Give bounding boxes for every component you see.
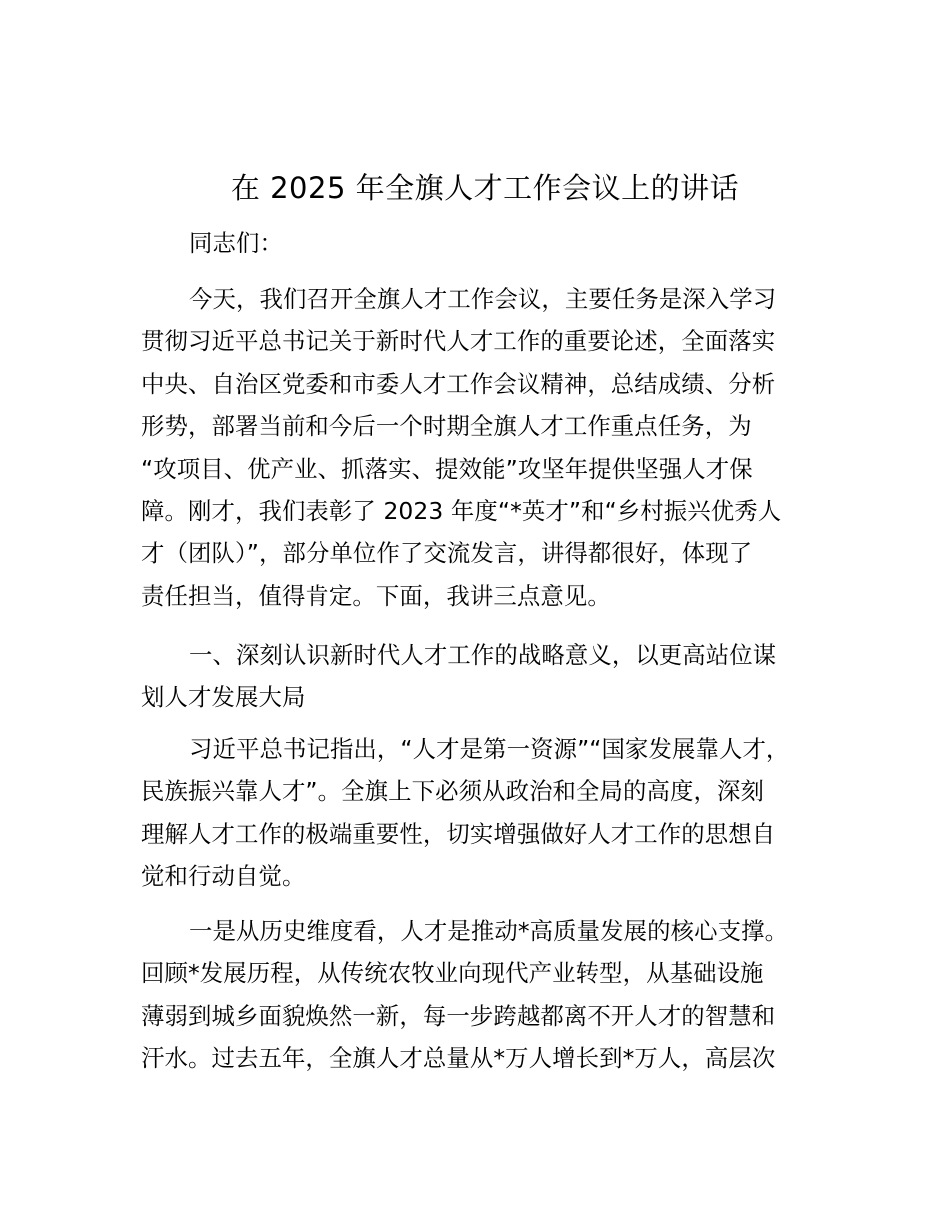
paragraph-line: 贯彻习近平总书记关于新时代人才工作的重要论述，全面落实 bbox=[141, 327, 776, 356]
paragraph-history bbox=[141, 910, 833, 1080]
paragraph-line: 汗水。过去五年，全旗人才总量从*万人增长到*万人，高层次 bbox=[141, 1044, 776, 1073]
paragraph-line: 民族振兴靠人才”。全旗上下必须从政治和全局的高度，深刻 bbox=[141, 777, 764, 806]
paragraph-line: 障。刚才，我们表彰了 2023 年度“*英才”和“乡村振兴优秀人 bbox=[141, 496, 782, 525]
paragraph-line: 薄弱到城乡面貌焕然一新，每一步跨越都离不开人才的智慧和 bbox=[141, 1001, 776, 1030]
paragraph-line: 习近平总书记指出，“人才是第一资源”“国家发展靠人才， bbox=[189, 735, 790, 763]
paragraph-line: 中央、自治区党委和市委人才工作会议精神，总结成绩、分析 bbox=[141, 369, 776, 398]
paragraph-line: 一是从历史维度看，人才是推动*高质量发展的核心支撑。 bbox=[189, 917, 789, 945]
paragraph-line: 回顾*发展历程，从传统农牧业向现代产业转型，从基础设施 bbox=[141, 959, 764, 988]
paragraph-line: 责任担当，值得肯定。下面，我讲三点意见。 bbox=[141, 581, 611, 610]
section-heading-1 bbox=[141, 634, 833, 719]
salutation bbox=[141, 222, 833, 264]
paragraph-opening bbox=[141, 278, 833, 617]
paragraph-line: 觉和行动自觉。 bbox=[141, 862, 306, 891]
paragraph-line: 理解人才工作的极端重要性，切实增强做好人才工作的思想自 bbox=[141, 819, 776, 848]
paragraph-quote bbox=[141, 728, 833, 898]
paragraph-line: “攻项目、优产业、抓落实、提效能”攻坚年提供坚强人才保 bbox=[141, 454, 753, 483]
paragraph-line: 今天，我们召开全旗人才工作会议，主要任务是深入学习 bbox=[189, 285, 777, 313]
heading-line: 一、深刻认识新时代人才工作的战略意义，以更高站位谋 bbox=[189, 641, 777, 669]
paragraph-line: 才（团队）”，部分单位作了交流发言，讲得都很好，体现了 bbox=[141, 539, 753, 568]
document-title: 在 2025 年全旗人才工作会议上的讲话 bbox=[230, 171, 740, 205]
salutation-text: 同志们： bbox=[189, 229, 283, 257]
heading-line: 划人才发展大局 bbox=[141, 683, 306, 712]
paragraph-line: 形势，部署当前和今后一个时期全旗人才工作重点任务，为 bbox=[141, 412, 752, 441]
